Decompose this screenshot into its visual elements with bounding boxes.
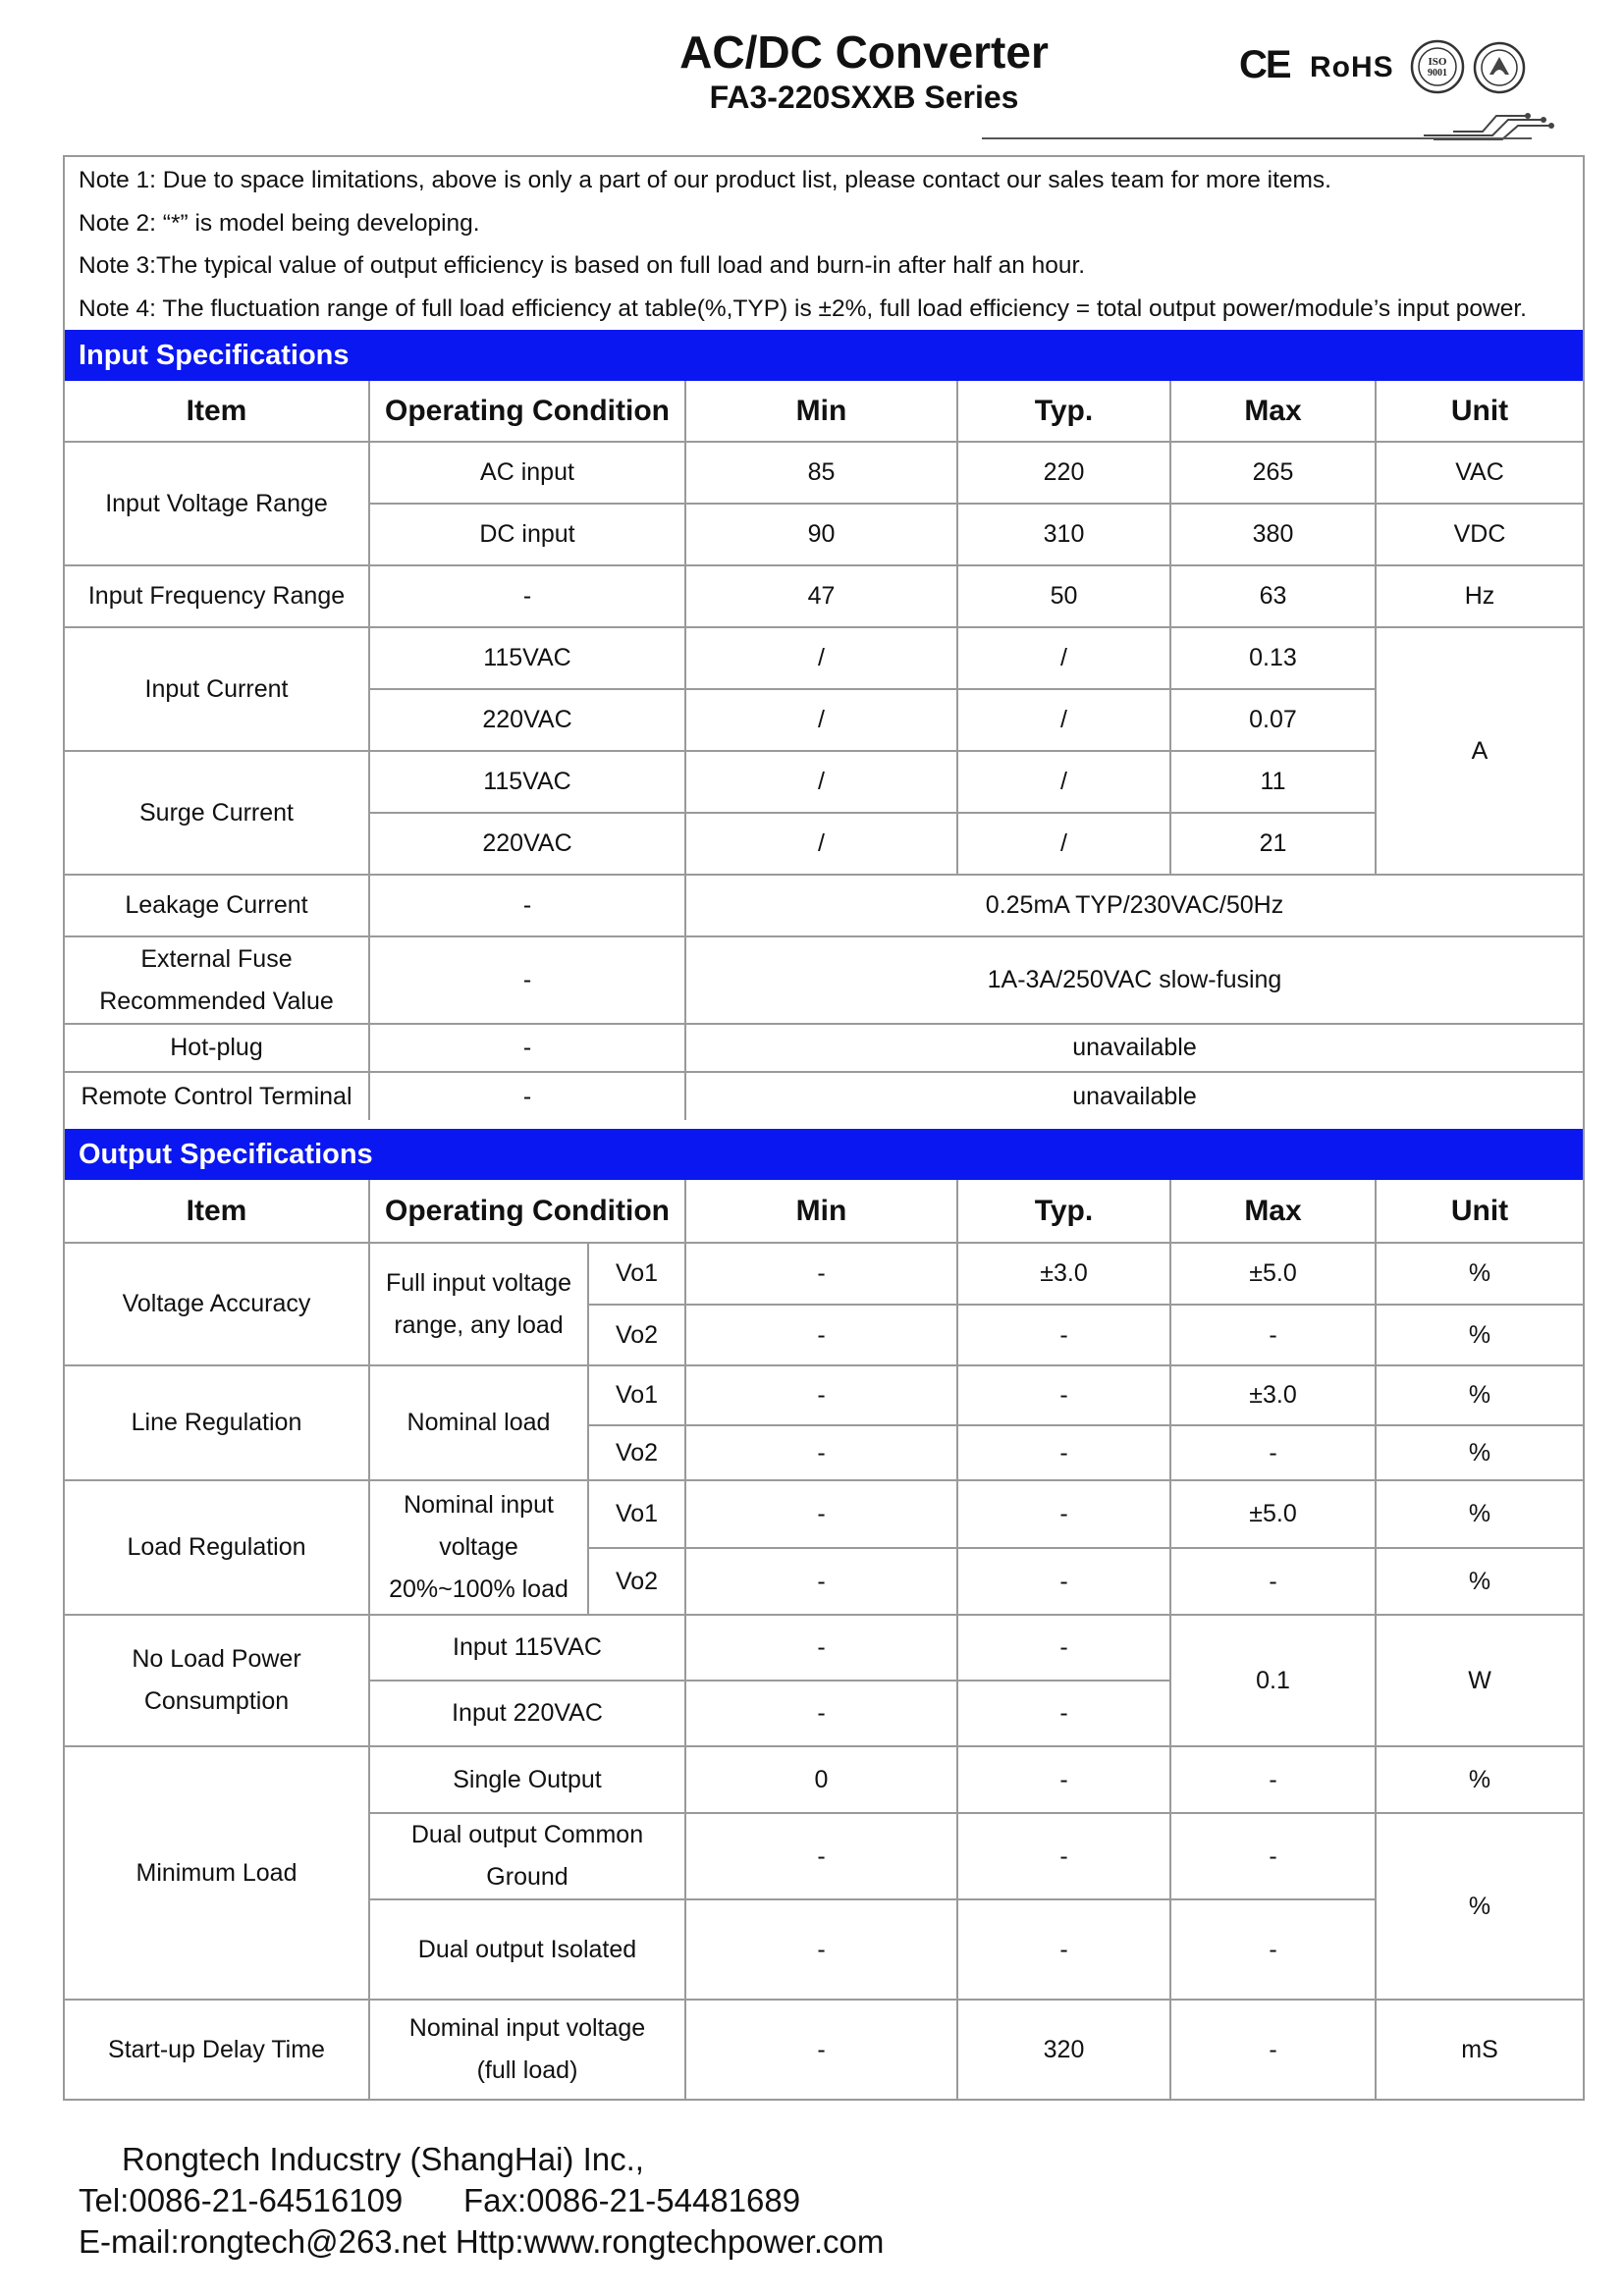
input-frequency-range-label: Input Frequency Range — [65, 565, 369, 627]
label-line: Consumption — [143, 1687, 290, 1715]
svg-text:9001: 9001 — [1428, 68, 1447, 79]
cell-min: - — [685, 1813, 957, 1899]
cell-max: - — [1170, 1746, 1376, 1813]
col-typ: Typ. — [957, 381, 1170, 442]
cell-max: 63 — [1170, 565, 1376, 627]
line-regulation-label: Line Regulation — [65, 1365, 369, 1480]
cell-unit: mS — [1376, 2000, 1583, 2099]
col-condition: Operating Condition — [369, 1180, 685, 1243]
cell-min: / — [685, 751, 957, 813]
output-spec-header: Output Specifications — [65, 1129, 1583, 1180]
cell-max: - — [1170, 1813, 1376, 1899]
condition-line: Nominal input — [404, 1491, 554, 1519]
leakage-current-label: Leakage Current — [65, 875, 369, 936]
cell-unit: % — [1376, 1365, 1583, 1425]
iso-9001-seal — [1410, 39, 1465, 94]
condition-line: 20%~100% load — [389, 1575, 568, 1603]
cell-min: / — [685, 689, 957, 751]
cell-unit: % — [1376, 1305, 1583, 1365]
cell-typ: / — [957, 751, 1170, 813]
cell-min: / — [685, 813, 957, 875]
input-voltage-range-label: Input Voltage Range — [65, 442, 369, 565]
col-min: Min — [685, 1180, 957, 1243]
label-line: No Load Power — [132, 1645, 301, 1673]
no-load-power-label — [65, 1615, 369, 1746]
note-3: Note 3:The typical value of output efficiency is based on full load and burn-in after half an hour. — [79, 252, 1086, 279]
startup-delay-condition — [369, 2000, 685, 2099]
no-load-power-unit: W — [1376, 1615, 1583, 1746]
load-regulation-condition — [369, 1480, 588, 1615]
condition-line: Full input voltage — [385, 1268, 571, 1297]
footer-company: Rongtech Inducstry (ShangHai) Inc., — [122, 2141, 644, 2177]
col-unit: Unit — [1376, 381, 1583, 442]
dual-load-unit: % — [1376, 1813, 1583, 2000]
notes-block — [79, 159, 1581, 330]
condition-line: (full load) — [476, 2056, 578, 2084]
cell-typ: - — [957, 1480, 1170, 1548]
condition-line: Ground — [486, 1863, 568, 1891]
cell-unit: % — [1376, 1746, 1583, 1813]
cell-condition: 220VAC — [369, 689, 685, 751]
cell-min: - — [685, 1243, 957, 1305]
surge-current-label: Surge Current — [65, 751, 369, 875]
cell-unit: % — [1376, 1243, 1583, 1305]
cell-typ: - — [957, 1813, 1170, 1899]
cell-typ: - — [957, 1681, 1170, 1746]
cell-condition: DC input — [369, 504, 685, 565]
external-fuse-label-line1: External Fuse — [140, 944, 293, 973]
cell-min: - — [685, 1899, 957, 2000]
condition-line: Dual output Common — [410, 1821, 644, 1848]
cell-unit: % — [1376, 1480, 1583, 1548]
col-item: Item — [65, 1180, 369, 1243]
output-vo1: Vo1 — [588, 1243, 685, 1305]
leakage-current-value: 0.25mA TYP/230VAC/50Hz — [685, 875, 1583, 936]
cell-condition: - — [369, 565, 685, 627]
condition-line: voltage — [439, 1533, 518, 1561]
cell-typ: 310 — [957, 504, 1170, 565]
cell-typ: ±3.0 — [957, 1243, 1170, 1305]
minimum-load-label: Minimum Load — [65, 1746, 369, 2000]
cell-condition: Input 220VAC — [369, 1681, 685, 1746]
load-regulation-label: Load Regulation — [65, 1480, 369, 1615]
hot-plug-value: unavailable — [685, 1024, 1583, 1072]
col-unit: Unit — [1376, 1180, 1583, 1243]
cell-max: 265 — [1170, 442, 1376, 504]
cell-typ: - — [957, 1615, 1170, 1681]
cell-min: 90 — [685, 504, 957, 565]
cell-typ: - — [957, 1899, 1170, 2000]
cell-typ: 220 — [957, 442, 1170, 504]
cell-condition: Dual output Isolated — [369, 1899, 685, 2000]
col-max: Max — [1170, 381, 1376, 442]
cell-max: 380 — [1170, 504, 1376, 565]
cell-unit: Hz — [1376, 565, 1583, 627]
cell-max: - — [1170, 2000, 1376, 2099]
cell-min: - — [685, 2000, 957, 2099]
cell-typ: 320 — [957, 2000, 1170, 2099]
current-unit: A — [1376, 627, 1583, 875]
cell-max: 21 — [1170, 813, 1376, 875]
output-vo2: Vo2 — [588, 1425, 685, 1480]
note-2: Note 2: “*” is model being developing. — [79, 209, 480, 237]
external-fuse-label-line2: Recommended Value — [99, 987, 334, 1015]
condition-line: range, any load — [394, 1310, 564, 1339]
footer-email-web: E-mail:rongtech@263.net Http:www.rongtechpower.com — [79, 2223, 885, 2260]
input-spec-table — [65, 381, 1583, 1120]
external-fuse-value: 1A-3A/250VAC slow-fusing — [685, 936, 1583, 1024]
footer-fax: Fax:0086-21-54481689 — [463, 2182, 801, 2218]
cell-max: ±5.0 — [1170, 1480, 1376, 1548]
cell-min: - — [685, 1365, 957, 1425]
cell-max: ±5.0 — [1170, 1243, 1376, 1305]
ce-mark: CE — [1239, 43, 1290, 86]
cell-typ: 50 — [957, 565, 1170, 627]
input-spec-header: Input Specifications — [65, 330, 1583, 381]
remote-control-label: Remote Control Terminal — [65, 1072, 369, 1120]
note-1: Note 1: Due to space limitations, above is only a part of our product list, please contact our sales team for more items. — [79, 167, 1331, 193]
col-max: Max — [1170, 1180, 1376, 1243]
cell-typ: - — [957, 1548, 1170, 1615]
cell-unit: VDC — [1376, 504, 1583, 565]
document-title: AC/DC Converter — [679, 27, 1049, 78]
rohs-mark: RoHS — [1310, 51, 1394, 83]
cell-unit: VAC — [1376, 442, 1583, 504]
svg-text:ISO: ISO — [1428, 56, 1447, 68]
voltage-accuracy-label: Voltage Accuracy — [65, 1243, 369, 1365]
cell-condition: - — [369, 875, 685, 936]
cell-max: 11 — [1170, 751, 1376, 813]
cell-typ: / — [957, 627, 1170, 689]
col-typ: Typ. — [957, 1180, 1170, 1243]
cell-typ: - — [957, 1425, 1170, 1480]
cell-condition: 220VAC — [369, 813, 685, 875]
output-vo1: Vo1 — [588, 1480, 685, 1548]
output-vo1: Vo1 — [588, 1365, 685, 1425]
cell-max: - — [1170, 1548, 1376, 1615]
cell-unit: % — [1376, 1425, 1583, 1480]
col-condition: Operating Condition — [369, 381, 685, 442]
external-fuse-label — [65, 936, 369, 1024]
col-min: Min — [685, 381, 957, 442]
cell-min: - — [685, 1480, 957, 1548]
cell-typ: - — [957, 1746, 1170, 1813]
col-item: Item — [65, 381, 369, 442]
cell-min: - — [685, 1548, 957, 1615]
remote-control-value: unavailable — [685, 1072, 1583, 1120]
input-current-label: Input Current — [65, 627, 369, 751]
dual-common-condition — [369, 1813, 685, 1899]
startup-delay-label: Start-up Delay Time — [65, 2000, 369, 2099]
cell-condition: Input 115VAC — [369, 1615, 685, 1681]
cell-condition: 115VAC — [369, 627, 685, 689]
cell-max: 0.13 — [1170, 627, 1376, 689]
cell-max: - — [1170, 1425, 1376, 1480]
line-regulation-condition: Nominal load — [369, 1365, 588, 1480]
quality-seal-icon — [1473, 41, 1526, 94]
cell-min: - — [685, 1425, 957, 1480]
cell-typ: - — [957, 1305, 1170, 1365]
cell-condition: 115VAC — [369, 751, 685, 813]
cell-min: / — [685, 627, 957, 689]
note-4: Note 4: The fluctuation range of full load efficiency at table(%,TYP) is ±2%, full load efficiency = total output power/module’s input power. — [79, 294, 1527, 322]
cell-typ: - — [957, 1365, 1170, 1425]
cell-min: 0 — [685, 1746, 957, 1813]
voltage-accuracy-condition — [369, 1243, 588, 1365]
cell-max: - — [1170, 1305, 1376, 1365]
cell-min: - — [685, 1681, 957, 1746]
header-rule — [982, 137, 1532, 139]
cell-min: - — [685, 1615, 957, 1681]
cell-condition: - — [369, 936, 685, 1024]
cell-unit: % — [1376, 1548, 1583, 1615]
cell-min: 47 — [685, 565, 957, 627]
output-vo2: Vo2 — [588, 1305, 685, 1365]
cell-condition: AC input — [369, 442, 685, 504]
footer-tel: Tel:0086-21-64516109 — [79, 2182, 404, 2218]
cell-condition: - — [369, 1024, 685, 1072]
cell-max: - — [1170, 1899, 1376, 2000]
cell-typ: / — [957, 689, 1170, 751]
condition-line: Nominal input voltage — [408, 2014, 646, 2042]
cell-min: 85 — [685, 442, 957, 504]
cell-condition: - — [369, 1072, 685, 1120]
cell-max: ±3.0 — [1170, 1365, 1376, 1425]
output-spec-table — [65, 1180, 1583, 2099]
cell-condition: Single Output — [369, 1746, 685, 1813]
no-load-power-max: 0.1 — [1170, 1615, 1376, 1746]
series-subtitle: FA3-220SXXB Series — [709, 80, 1019, 115]
output-vo2: Vo2 — [588, 1548, 685, 1615]
circuit-decoration — [1424, 106, 1561, 141]
cell-typ: / — [957, 813, 1170, 875]
hot-plug-label: Hot-plug — [65, 1024, 369, 1072]
cell-min: - — [685, 1305, 957, 1365]
cell-max: 0.07 — [1170, 689, 1376, 751]
